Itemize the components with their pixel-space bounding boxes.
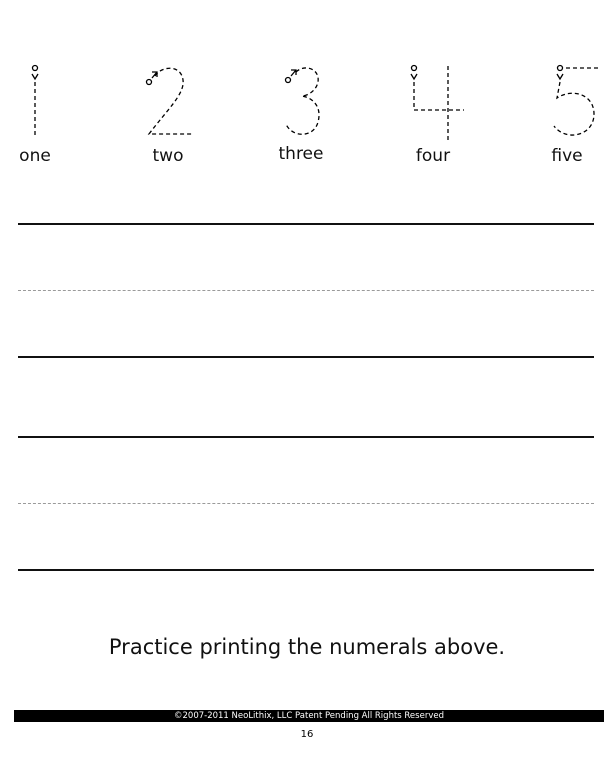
writing-base-line-1	[18, 356, 594, 358]
numeral-4-glyph	[398, 58, 468, 148]
writing-base-line-2	[18, 569, 594, 571]
numeral-1-glyph	[0, 58, 70, 148]
copyright-text: ©2007-2011 NeoLithix, LLC Patent Pending All Rights Reserved	[174, 711, 444, 721]
numeral-5-trace	[532, 58, 602, 178]
start-dot-arrow-icon	[286, 70, 297, 83]
start-dot-arrow-icon	[557, 66, 563, 80]
writing-mid-dashed-line-2	[18, 503, 594, 504]
numeral-2-glyph	[133, 58, 203, 148]
writing-mid-dashed-line-1	[18, 290, 594, 291]
copyright-footer-bar	[14, 710, 604, 722]
numeral-2-trace	[133, 58, 203, 178]
numeral-word-five: five	[551, 146, 583, 166]
writing-top-line-1	[18, 223, 594, 225]
numeral-3-trace	[266, 58, 336, 178]
writing-top-line-2	[18, 436, 594, 438]
numeral-4-trace	[398, 58, 468, 178]
start-dot-arrow-icon	[147, 72, 158, 85]
numeral-1-trace	[0, 58, 70, 178]
page-number: 16	[300, 729, 314, 740]
numeral-word-three: three	[278, 144, 324, 164]
numeral-5-glyph	[532, 58, 602, 148]
start-dot-arrow-icon	[32, 66, 38, 80]
numeral-word-two: two	[152, 146, 184, 166]
numeral-word-one: one	[19, 146, 51, 166]
instruction-text: Practice printing the numerals above.	[108, 635, 506, 659]
start-dot-arrow-icon	[411, 66, 417, 80]
numeral-word-four: four	[415, 146, 451, 166]
numeral-3-glyph	[266, 58, 336, 148]
